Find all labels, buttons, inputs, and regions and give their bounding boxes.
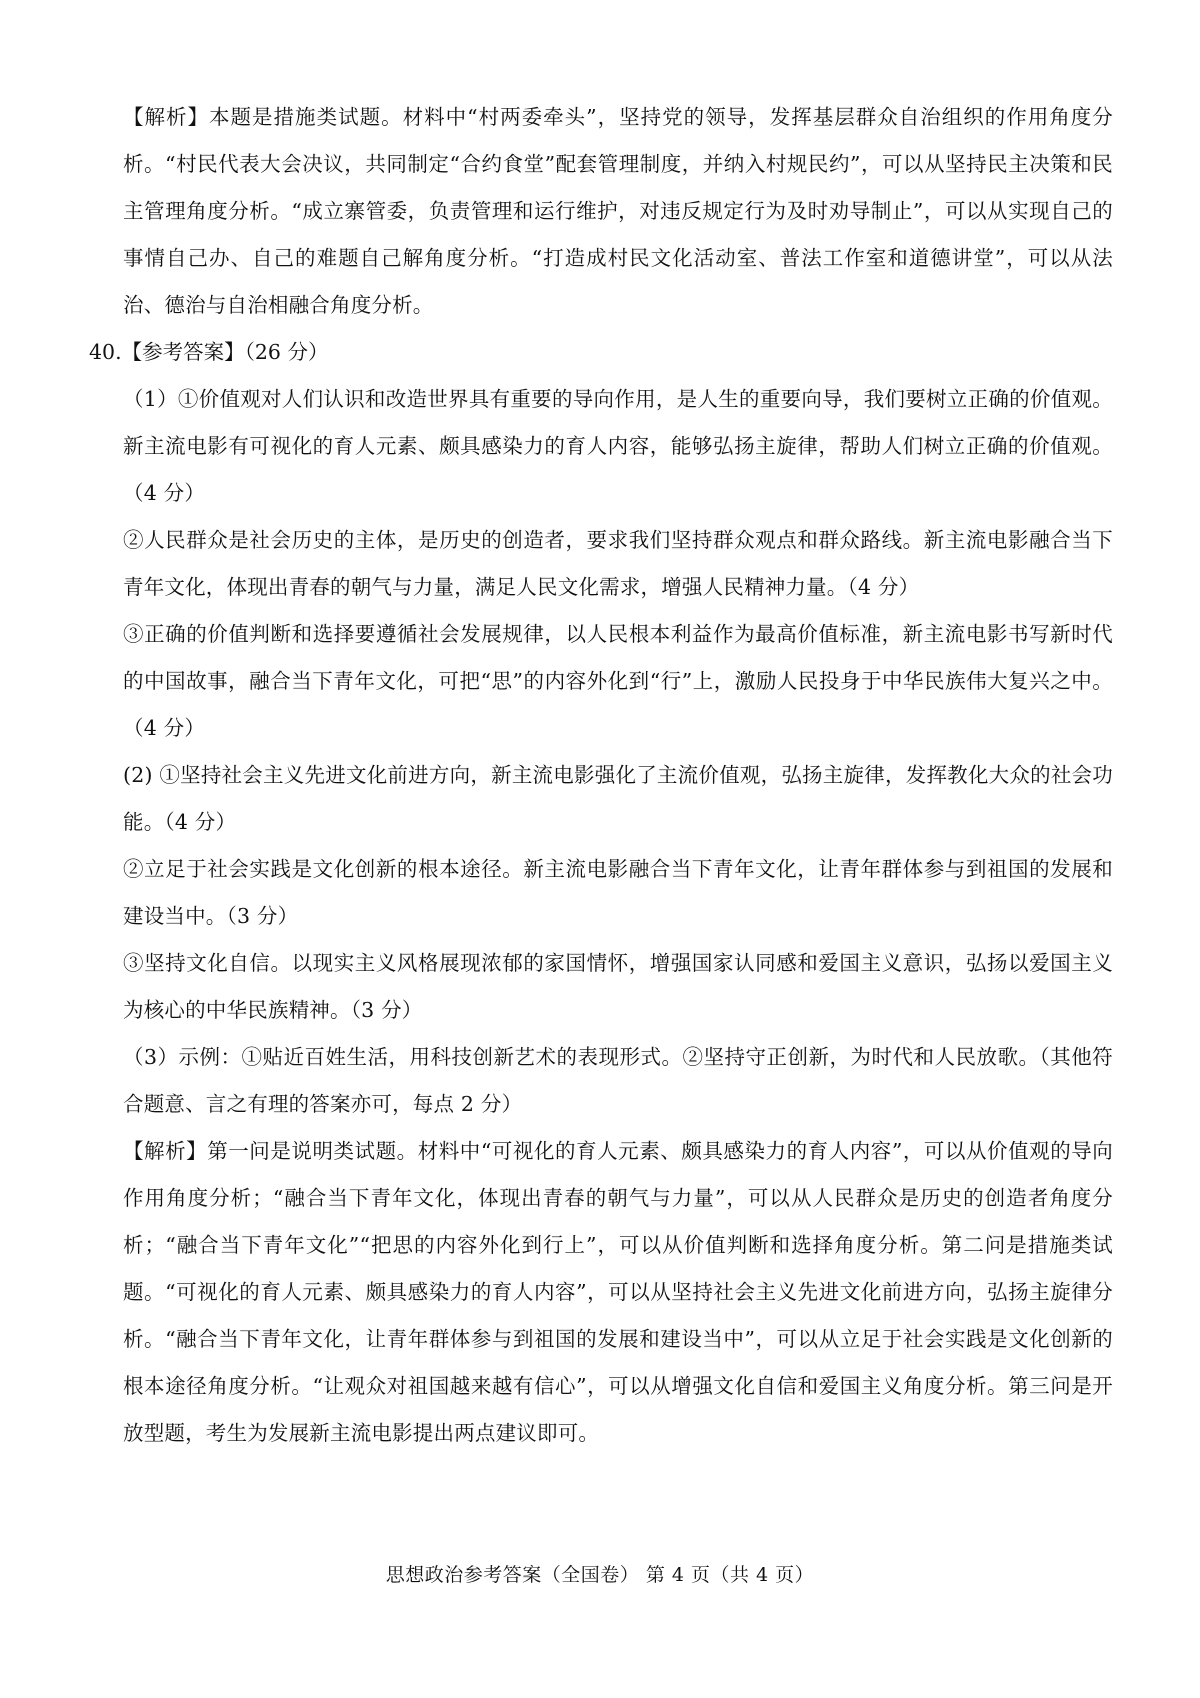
analysis-q40: 【解析】第一问是说明类试题。材料中“可视化的育人元素、颇具感染力的育人内容”，可以从价值观的导向作用角度分析；“融合当下青年文化，体现出青春的朝气与力量”，可以从人民群众是历史的创造者角度分析；“融合当下青年文化”“把思的内容外化到行上”，可以从价值判断和选择角度分析。第二问是措施类试题。“可视化的育人元素、颇具感染力的育人内容”，可以从坚持社会主义先进文化前进方向，弘扬主旋律分析。“融合当下青年文化，让青年群体参与到祖国的发展和建设当中”，可以从立足于社会实践是文化创新的根本途径角度分析。“让观众对祖国越来越有信心”，可以从增强文化自信和爱国主义角度分析。第三问是开放型题，考生为发展新主流电影提出两点建议即可。 [123,1139,1113,1445]
analysis-q39: 【解析】本题是措施类试题。材料中“村两委牵头”，坚持党的领导，发挥基层群众自治组织的作用角度分析。“村民代表大会决议，共同制定“合约食堂”配套管理制度，并纳入村规民约”，可以从坚持民主决策和民主管理角度分析。“成立寨管委，负责管理和运行维护，对违反规定行为及时劝导制止”，可以从实现自己的事情自己办、自己的难题自己解角度分析。“打造成村民文化活动室、普法工作室和道德讲堂”，可以从法治、德治与自治相融合角度分析。 [123,105,1113,317]
q40-part2-point2: ②立足于社会实践是文化创新的根本途径。新主流电影融合当下青年文化，让青年群体参与到祖国的发展和建设当中。（3 分） [123,857,1113,928]
page-footer: 思想政治参考答案（全国卷） 第 4 页（共 4 页） [385,1564,815,1586]
q40-heading: 40.【参考答案】（26 分） [89,340,329,364]
q40-part3: （3）示例：①贴近百姓生活，用科技创新艺术的表现形式。②坚持守正创新，为时代和人民放歌。（其他符合题意、言之有理的答案亦可，每点 2 分） [123,1045,1113,1116]
q40-part1-point2: ②人民群众是社会历史的主体，是历史的创造者，要求我们坚持群众观点和群众路线。新主流电影融合当下青年文化，体现出青春的朝气与力量，满足人民文化需求，增强人民精神力量。（4 分） [123,528,1113,599]
q40-part1-point1: （1）①价值观对人们认识和改造世界具有重要的导向作用，是人生的重要向导，我们要树立正确的价值观。新主流电影有可视化的育人元素、颇具感染力的育人内容，能够弘扬主旋律，帮助人们树立正确的价值观。（4 分） [123,387,1113,505]
answer-content [89,94,1113,1457]
q40-part2-point3: ③坚持文化自信。以现实主义风格展现浓郁的家国情怀，增强国家认同感和爱国主义意识，弘扬以爱国主义为核心的中华民族精神。（3 分） [123,951,1113,1022]
q40-part1-point3: ③正确的价值判断和选择要遵循社会发展规律，以人民根本利益作为最高价值标准，新主流电影书写新时代的中国故事，融合当下青年文化，可把“思”的内容外化到“行”上，激励人民投身于中华民族伟大复兴之中。（4 分） [123,622,1113,740]
q40-part2-point1: (2) ①坚持社会主义先进文化前进方向，新主流电影强化了主流价值观，弘扬主旋律，发挥教化大众的社会功能。（4 分） [123,763,1113,834]
